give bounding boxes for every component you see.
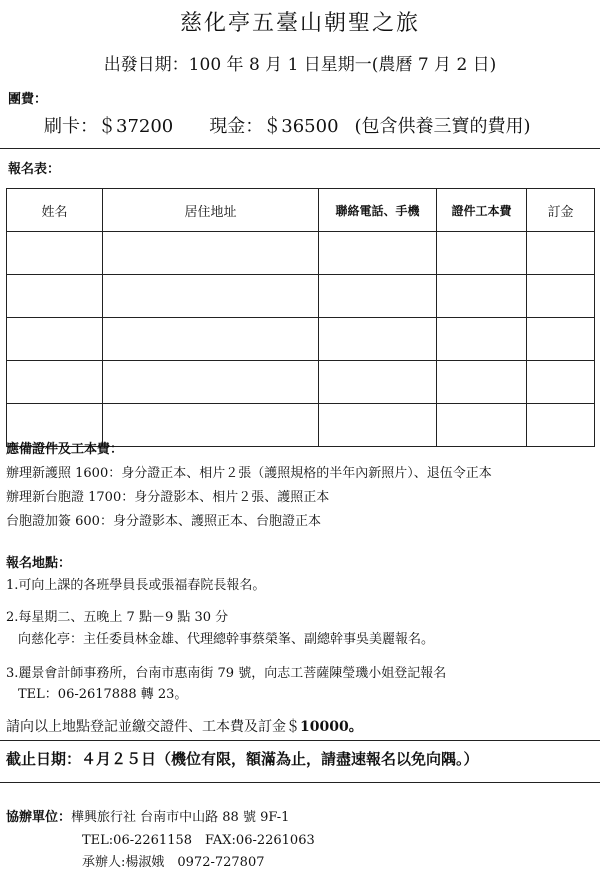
table-row [7,232,595,275]
doc-line-passport: 辦理新護照 1600：身分證正本、相片２張（護照規格的半年內新照片）、退伍令正本 [6,466,492,481]
table-row [7,275,595,318]
registration-table [6,188,595,447]
table-cell[interactable] [319,275,437,318]
organizer-line [6,806,289,825]
divider-deadline-bottom [0,782,600,783]
doc-line-endorsement: 台胞證加簽 600：身分證影本、護照正本、台胞證正本 [6,514,321,529]
table-cell[interactable] [437,361,527,404]
table-row [7,318,595,361]
table-cell[interactable] [7,275,103,318]
header-address: 居住地址 [103,189,319,232]
table-cell[interactable] [437,318,527,361]
table-row [7,361,595,404]
table-cell[interactable] [527,404,595,447]
departure-date: 出發日期：100 年 8 月 1 日星期一(農曆 7 月 2 日) [103,55,497,75]
table-cell[interactable] [527,361,595,404]
table-cell[interactable] [437,404,527,447]
registration-label: 報名表： [8,162,61,177]
fee-label: 團費： [8,92,48,107]
documents-heading: 應備證件及工本費： [6,442,124,457]
table-cell[interactable] [103,404,319,447]
table-cell[interactable] [527,275,595,318]
organizer-name: 樺興旅行社 台南市中山路 88 號 9F-1 [71,810,290,825]
location-item-2-detail: 向慈化亭：主任委員林金雄、代理總幹事蔡榮峯、副總幹事吳美麗報名。 [18,632,435,647]
organizer-phones: TEL:06-2261158 FAX:06-2261063 [82,833,315,848]
location-item-3: 3.麗景會計師事務所，台南市惠南街 79 號，向志工菩薩陳瑩璣小姐登記報名 [6,666,447,681]
deadline: 截止日期：４月２５日（機位有限，額滿為止，請盡速報名以免向隅。） [6,750,479,768]
table-cell[interactable] [7,318,103,361]
card-label: 刷卡： [44,116,98,137]
location-item-1: 1.可向上課的各班學員長或張福春院長報名。 [6,578,266,593]
table-cell[interactable] [103,318,319,361]
card-amount: ＄37200 [98,116,174,137]
page-title: 慈化亭五臺山朝聖之旅 [179,11,420,36]
table-cell[interactable] [527,318,595,361]
doc-line-tw-permit: 辦理新台胞證 1700：身分證影本、相片２張、護照正本 [6,490,330,505]
payment-note-text: 請向以上地點登記並繳交證件、工本費及訂金＄ [6,719,300,735]
table-cell[interactable] [319,318,437,361]
table-cell[interactable] [527,232,595,275]
cash-amount: ＄36500 [263,116,339,137]
table-cell[interactable] [319,232,437,275]
location-item-3-tel: TEL：06-2617888 轉 23。 [18,687,188,702]
locations-heading: 報名地點： [6,556,72,571]
cash-label: 現金： [209,116,264,137]
location-item-2: 2.每星期二、五晚上 7 點－9 點 30 分 [6,610,229,625]
table-cell[interactable] [7,361,103,404]
deposit-amount: 10000。 [300,719,363,735]
table-cell[interactable] [437,275,527,318]
fee-note: (包含供養三寶的費用) [354,116,531,137]
organizer-label: 協辦單位： [6,810,72,825]
table-cell[interactable] [103,232,319,275]
table-cell[interactable] [103,275,319,318]
header-phone: 聯絡電話、手機 [319,189,437,232]
table-cell[interactable] [319,361,437,404]
table-cell[interactable] [7,232,103,275]
payment-note [6,716,363,736]
table-cell[interactable] [437,232,527,275]
fee-line [44,112,531,138]
header-deposit: 訂金 [527,189,595,232]
divider-deadline-top [0,740,600,741]
table-cell[interactable] [319,404,437,447]
header-name: 姓名 [7,189,103,232]
table-cell[interactable] [103,361,319,404]
divider-top [0,148,600,149]
table-header-row [7,189,595,232]
header-doc-fee: 證件工本費 [437,189,527,232]
organizer-contact: 承辦人:楊淑娥 0972-727807 [82,855,265,870]
